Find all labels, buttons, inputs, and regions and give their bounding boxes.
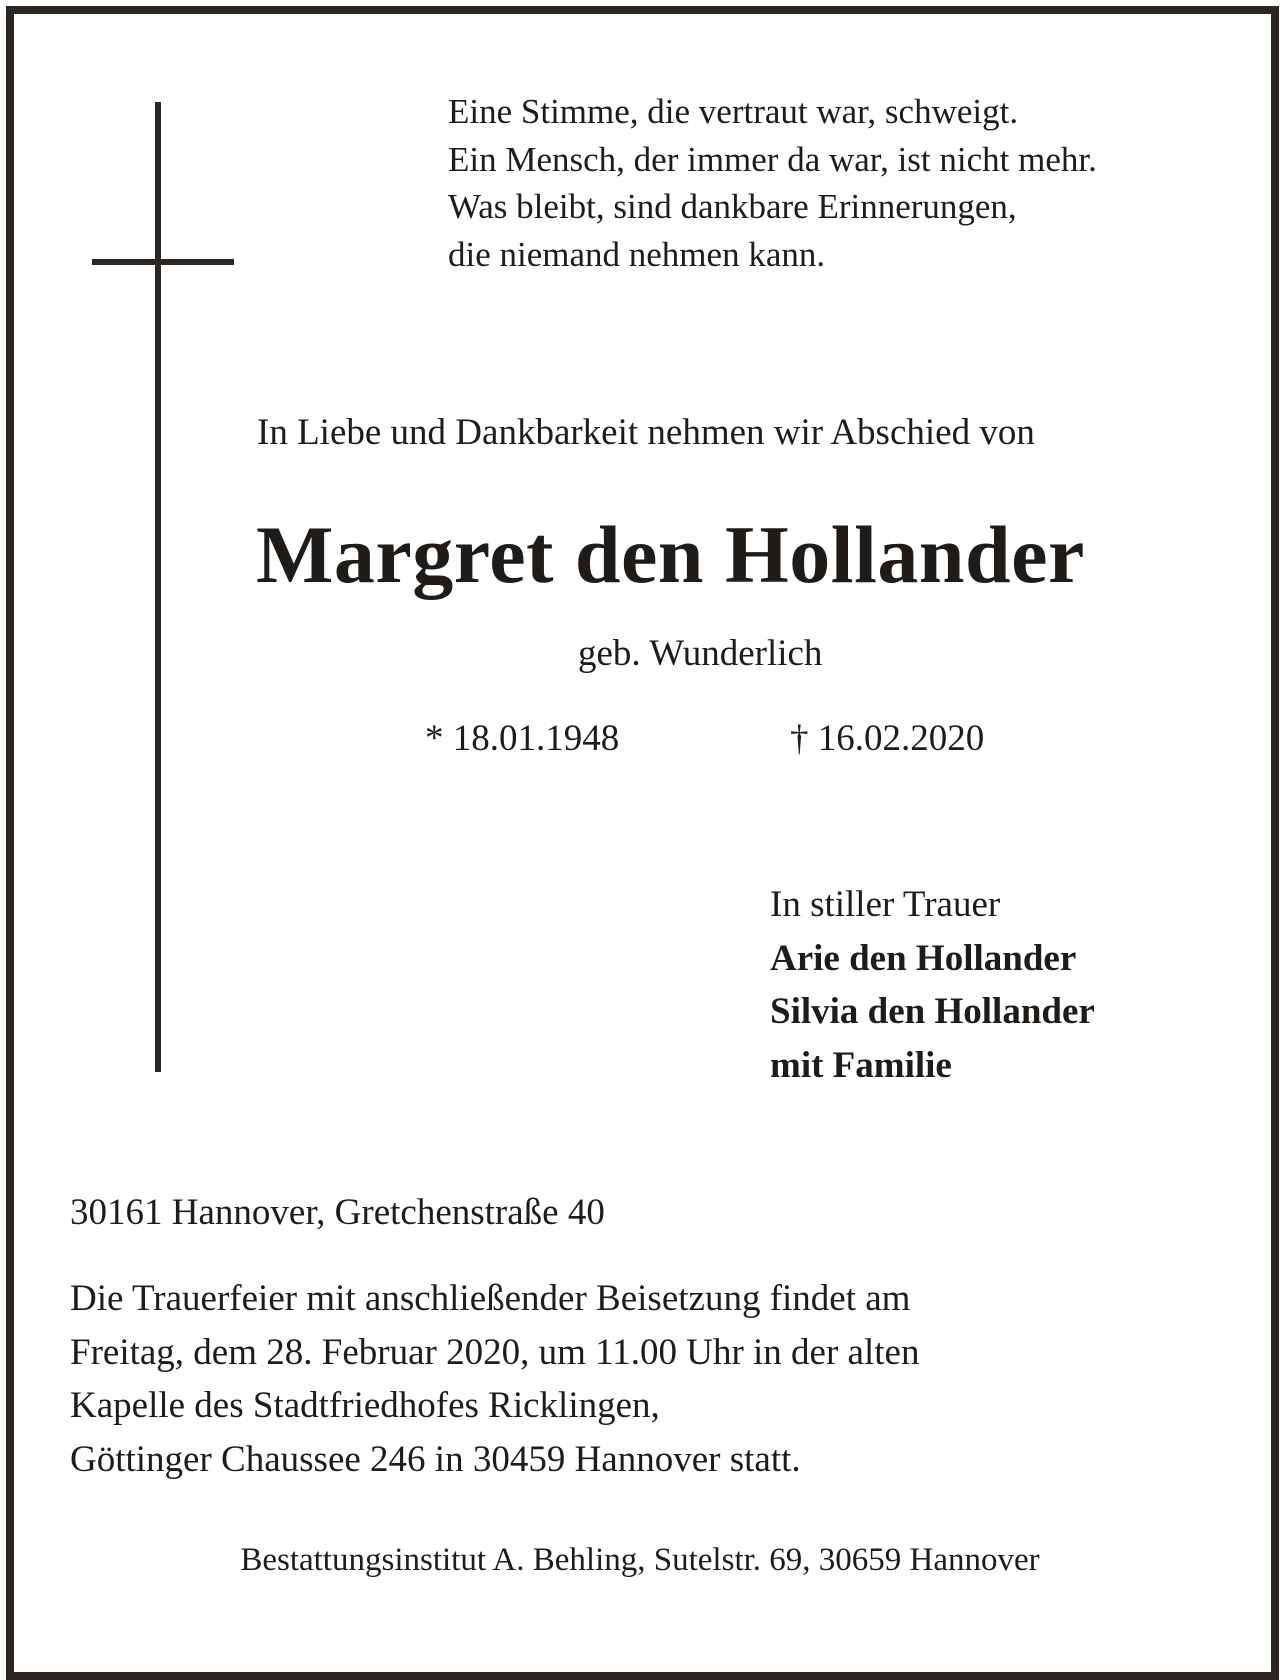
maiden-name: geb. Wunderlich bbox=[578, 633, 823, 674]
mourner-name: mit Familie bbox=[770, 1044, 952, 1086]
birth-date: * 18.01.1948 bbox=[425, 718, 620, 759]
mourners-block bbox=[770, 878, 1095, 1092]
ceremony-line: Göttinger Chaussee 246 in 30459 Hannover statt. bbox=[70, 1438, 801, 1480]
poem-line: Was bleibt, sind dankbare Erinnerungen, bbox=[448, 187, 1017, 226]
mourner-name: Silvia den Hollander bbox=[770, 991, 1095, 1032]
death-date: † 16.02.2020 bbox=[790, 718, 985, 759]
ceremony-line: Die Trauerfeier mit anschließender Beisetzung findet am bbox=[70, 1278, 911, 1319]
farewell-intro: In Liebe und Dankbarkeit nehmen wir Abschied von bbox=[257, 412, 1035, 453]
cross-horizontal-beam bbox=[92, 259, 234, 265]
ceremony-line: Freitag, dem 28. Februar 2020, um 11.00 Uhr in der alten bbox=[70, 1331, 920, 1373]
ceremony-details bbox=[70, 1272, 919, 1486]
funeral-home: Bestattungsinstitut A. Behling, Sutelstr. 69, 30659 Hannover bbox=[240, 1542, 1040, 1578]
mourners-heading: In stiller Trauer bbox=[770, 884, 1001, 925]
poem-line: die niemand nehmen kann. bbox=[448, 234, 826, 274]
poem-line: Eine Stimme, die vertraut war, schweigt. bbox=[448, 92, 1019, 131]
poem-line: Ein Mensch, der immer da war, ist nicht mehr. bbox=[448, 139, 1097, 179]
ceremony-line: Kapelle des Stadtfriedhofes Ricklingen, bbox=[70, 1385, 660, 1426]
cross-vertical-beam bbox=[155, 102, 161, 1072]
family-address: 30161 Hannover, Gretchenstraße 40 bbox=[70, 1192, 605, 1233]
poem bbox=[448, 88, 1097, 278]
deceased-name: Margret den Hollander bbox=[256, 509, 1085, 600]
mourner-name: Arie den Hollander bbox=[770, 937, 1077, 979]
